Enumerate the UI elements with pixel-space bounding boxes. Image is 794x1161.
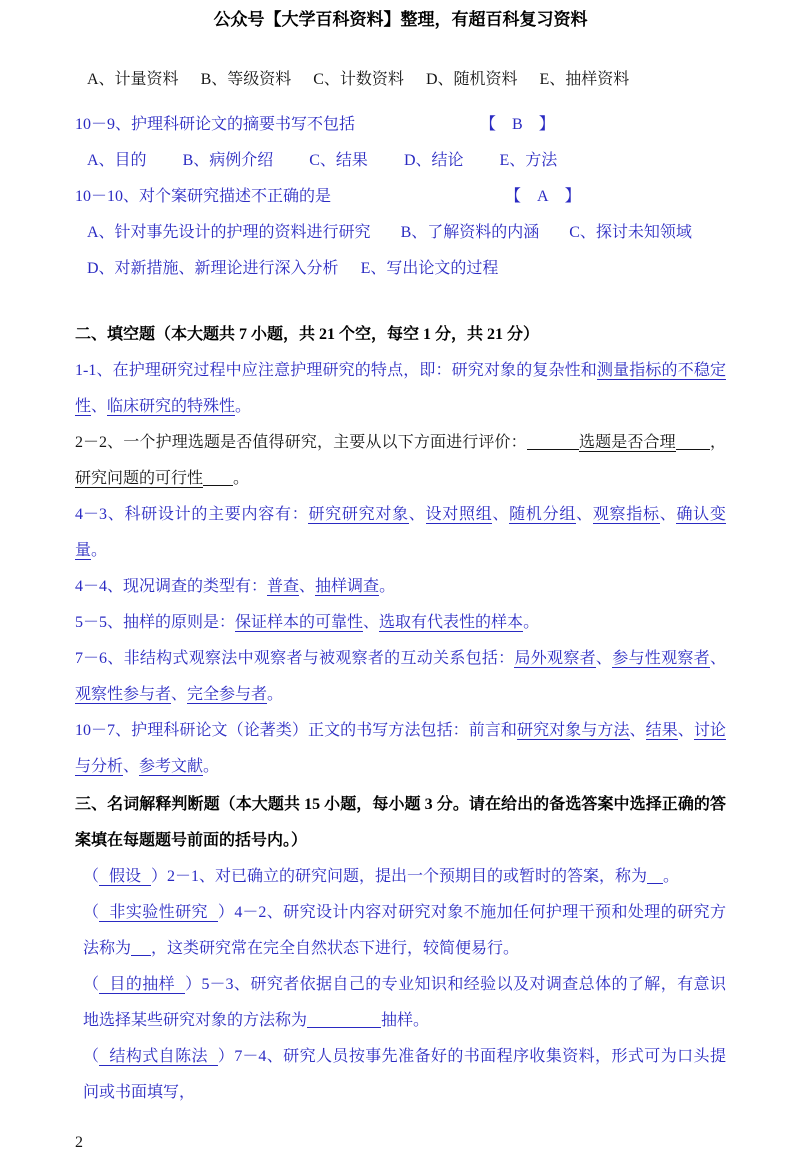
option-item: C、探讨未知领域 bbox=[569, 224, 692, 241]
text-segment: 、 bbox=[171, 686, 188, 703]
text-segment: ， bbox=[709, 434, 726, 451]
text-segment: ）4－2、研究设计内容对研究对象不施加任何护理干预和处理的研究方法称为 bbox=[83, 904, 726, 957]
fillin-7-6 bbox=[75, 641, 726, 713]
blank-underline bbox=[647, 867, 663, 884]
text-segment: 、 bbox=[677, 722, 694, 739]
answer-text: 确认变量 bbox=[75, 506, 726, 559]
bracket-close: 】 bbox=[538, 116, 555, 133]
option-item: A、针对事先设计的护理的资料进行研究 bbox=[87, 224, 371, 241]
text-segment: （ bbox=[83, 868, 100, 885]
section-heading-definition: 三、名词解释判断题（本大题共 15 小题，每小题 3 分。请在给出的备选答案中选择正确的答案填在每题题号前面的括号内。） bbox=[75, 796, 726, 849]
question-10-10 bbox=[75, 179, 726, 215]
text-segment: ，这类研究常在完全自然状态下进行，较简便易行。 bbox=[151, 940, 520, 957]
answer-text: 结果 bbox=[645, 722, 678, 739]
text-segment: 、 bbox=[576, 506, 593, 523]
answer-text: 观察性参与者 bbox=[75, 686, 172, 703]
text-segment: 。 bbox=[233, 470, 250, 487]
option-item: E、写出论文的过程 bbox=[360, 260, 499, 277]
text-segment: 4－4、现况调查的类型有： bbox=[75, 578, 268, 595]
blank-underline bbox=[676, 433, 710, 450]
answer-text: 完全参与者 bbox=[187, 686, 268, 703]
bracket-close: 】 bbox=[564, 188, 581, 205]
text-segment: （ bbox=[83, 1048, 100, 1065]
text-segment: ）7－4、研究人员按事先准备好的书面程序收集资料，形式可为口头提问或书面填写， bbox=[83, 1048, 726, 1101]
option-item: A、计量资料 bbox=[87, 71, 179, 88]
option-item: A、目的 bbox=[87, 152, 147, 169]
fillin-10-7 bbox=[75, 713, 726, 785]
question-stem: 10－10、对个案研究描述不正确的是 bbox=[75, 188, 332, 205]
answer-letter: A bbox=[537, 188, 549, 205]
text-segment: 抽样。 bbox=[381, 1012, 430, 1029]
answer-text: 选题是否合理 bbox=[578, 434, 676, 451]
text-segment: 7－6、非结构式观察法中观察者与被观察者的互动关系包括： bbox=[75, 650, 515, 667]
fillin-4-4 bbox=[75, 569, 726, 605]
text-segment: （ bbox=[83, 976, 100, 993]
text-segment: 。 bbox=[379, 578, 396, 595]
answer-text: 参考文献 bbox=[139, 758, 204, 775]
answer-text: 研究研究对象 bbox=[308, 506, 409, 523]
page-title: 公众号【大学百科资料】整理，有超百科复习资料 bbox=[213, 10, 588, 29]
option-item: D、结论 bbox=[403, 152, 464, 169]
option-item: E、方法 bbox=[499, 152, 558, 169]
text-segment: 。 bbox=[91, 542, 108, 559]
text-segment: （ bbox=[83, 904, 100, 921]
option-row-datatypes bbox=[75, 62, 726, 98]
text-segment: 。 bbox=[203, 758, 220, 775]
text-segment: 2－2、一个护理选题是否值得研究，主要从以下方面进行评价： bbox=[75, 434, 527, 451]
text-segment: 、 bbox=[408, 506, 426, 523]
text-segment: 4－3、科研设计的主要内容有： bbox=[75, 506, 309, 523]
option-item: B、了解资料的内涵 bbox=[400, 224, 540, 241]
answer-bracket bbox=[480, 107, 555, 143]
text-segment: 、 bbox=[659, 506, 677, 523]
option-item: D、随机资料 bbox=[425, 71, 518, 88]
answer-text: 抽样调查 bbox=[315, 578, 380, 595]
blank-underline bbox=[203, 469, 233, 486]
answer-text: 随机分组 bbox=[509, 506, 577, 523]
fillin-4-3 bbox=[75, 497, 726, 569]
text-segment: 、 bbox=[709, 650, 726, 667]
definition-4-2 bbox=[75, 895, 726, 967]
text-segment: 。 bbox=[267, 686, 284, 703]
text-segment: 。 bbox=[523, 614, 540, 631]
text-segment: 、 bbox=[123, 758, 140, 775]
bracket-open: 【 bbox=[505, 188, 522, 205]
answer-text: 保证样本的可靠性 bbox=[235, 614, 364, 631]
question-stem: 10－9、护理科研论文的摘要书写不包括 bbox=[75, 116, 356, 133]
text-segment: 、 bbox=[492, 506, 510, 523]
blank-underline bbox=[307, 1011, 381, 1028]
text-segment: ）2－1、对已确立的研究问题，提出一个预期目的或暂时的答案，称为 bbox=[151, 868, 648, 885]
answer-text: 测量指标的不稳定性 bbox=[75, 362, 726, 415]
answer-text: 假设 bbox=[99, 868, 151, 886]
section-heading-fill-in: 二、填空题（本大题共 7 小题，共 21 个空，每空 1 分，共 21 分） bbox=[75, 326, 540, 343]
answer-text: 讨论与分析 bbox=[75, 722, 726, 775]
text-segment: 。 bbox=[663, 868, 680, 885]
answer-text: 临床研究的特殊性 bbox=[107, 398, 236, 415]
text-segment: 10－7、护理科研论文（论著类）正文的书写方法包括：前言和 bbox=[75, 722, 517, 739]
text-segment: 。 bbox=[235, 398, 252, 415]
answer-text: 研究问题的可行性 bbox=[75, 470, 204, 487]
fillin-5-5 bbox=[75, 605, 726, 641]
answer-letter: B bbox=[512, 116, 523, 133]
definition-2-1 bbox=[75, 859, 726, 895]
text-segment: ）5－3、研究者依据自己的专业知识和经验以及对调查总体的了解，有意识地选择某些研究对象的方法称为 bbox=[83, 976, 726, 1029]
answer-text: 目的抽样 bbox=[99, 976, 185, 994]
text-segment: 5－5、抽样的原则是： bbox=[75, 614, 236, 631]
text-segment: 、 bbox=[299, 578, 316, 595]
text-segment: 、 bbox=[91, 398, 108, 415]
option-row-10-10-de bbox=[75, 251, 726, 287]
answer-text: 非实验性研究 bbox=[99, 904, 218, 922]
answer-text: 研究对象与方法 bbox=[517, 722, 630, 739]
bracket-open: 【 bbox=[480, 116, 497, 133]
option-item: E、抽样资料 bbox=[539, 71, 630, 88]
answer-bracket bbox=[505, 179, 581, 215]
answer-text: 选取有代表性的样本 bbox=[379, 614, 524, 631]
blank-underline bbox=[527, 433, 579, 450]
page-number: 2 bbox=[75, 1134, 83, 1151]
definition-5-3 bbox=[75, 967, 726, 1039]
question-10-9 bbox=[75, 107, 726, 143]
fillin-2-2 bbox=[75, 425, 726, 497]
option-item: C、结果 bbox=[309, 152, 368, 169]
option-row-10-9 bbox=[75, 143, 726, 179]
text-segment: 1-1、在护理研究过程中应注意护理研究的特点，即：研究对象的复杂性和 bbox=[75, 362, 597, 379]
option-item: B、等级资料 bbox=[200, 71, 292, 88]
answer-text: 普查 bbox=[267, 578, 300, 595]
blank-underline bbox=[131, 939, 151, 956]
text-segment: 、 bbox=[629, 722, 646, 739]
text-segment: 、 bbox=[595, 650, 613, 667]
answer-text: 观察指标 bbox=[592, 506, 660, 523]
answer-text: 参与性观察者 bbox=[612, 650, 710, 667]
answer-text: 设对照组 bbox=[425, 506, 493, 523]
option-row-10-10-abc bbox=[75, 215, 726, 251]
definition-7-4 bbox=[75, 1039, 726, 1111]
answer-text: 结构式自陈法 bbox=[99, 1048, 218, 1066]
fillin-1-1 bbox=[75, 353, 726, 425]
answer-text: 局外观察者 bbox=[514, 650, 596, 667]
option-item: C、计数资料 bbox=[313, 71, 404, 88]
option-item: B、病例介绍 bbox=[182, 152, 274, 169]
option-item: D、对新措施、新理论进行深入分析 bbox=[87, 260, 339, 277]
text-segment: 、 bbox=[363, 614, 380, 631]
